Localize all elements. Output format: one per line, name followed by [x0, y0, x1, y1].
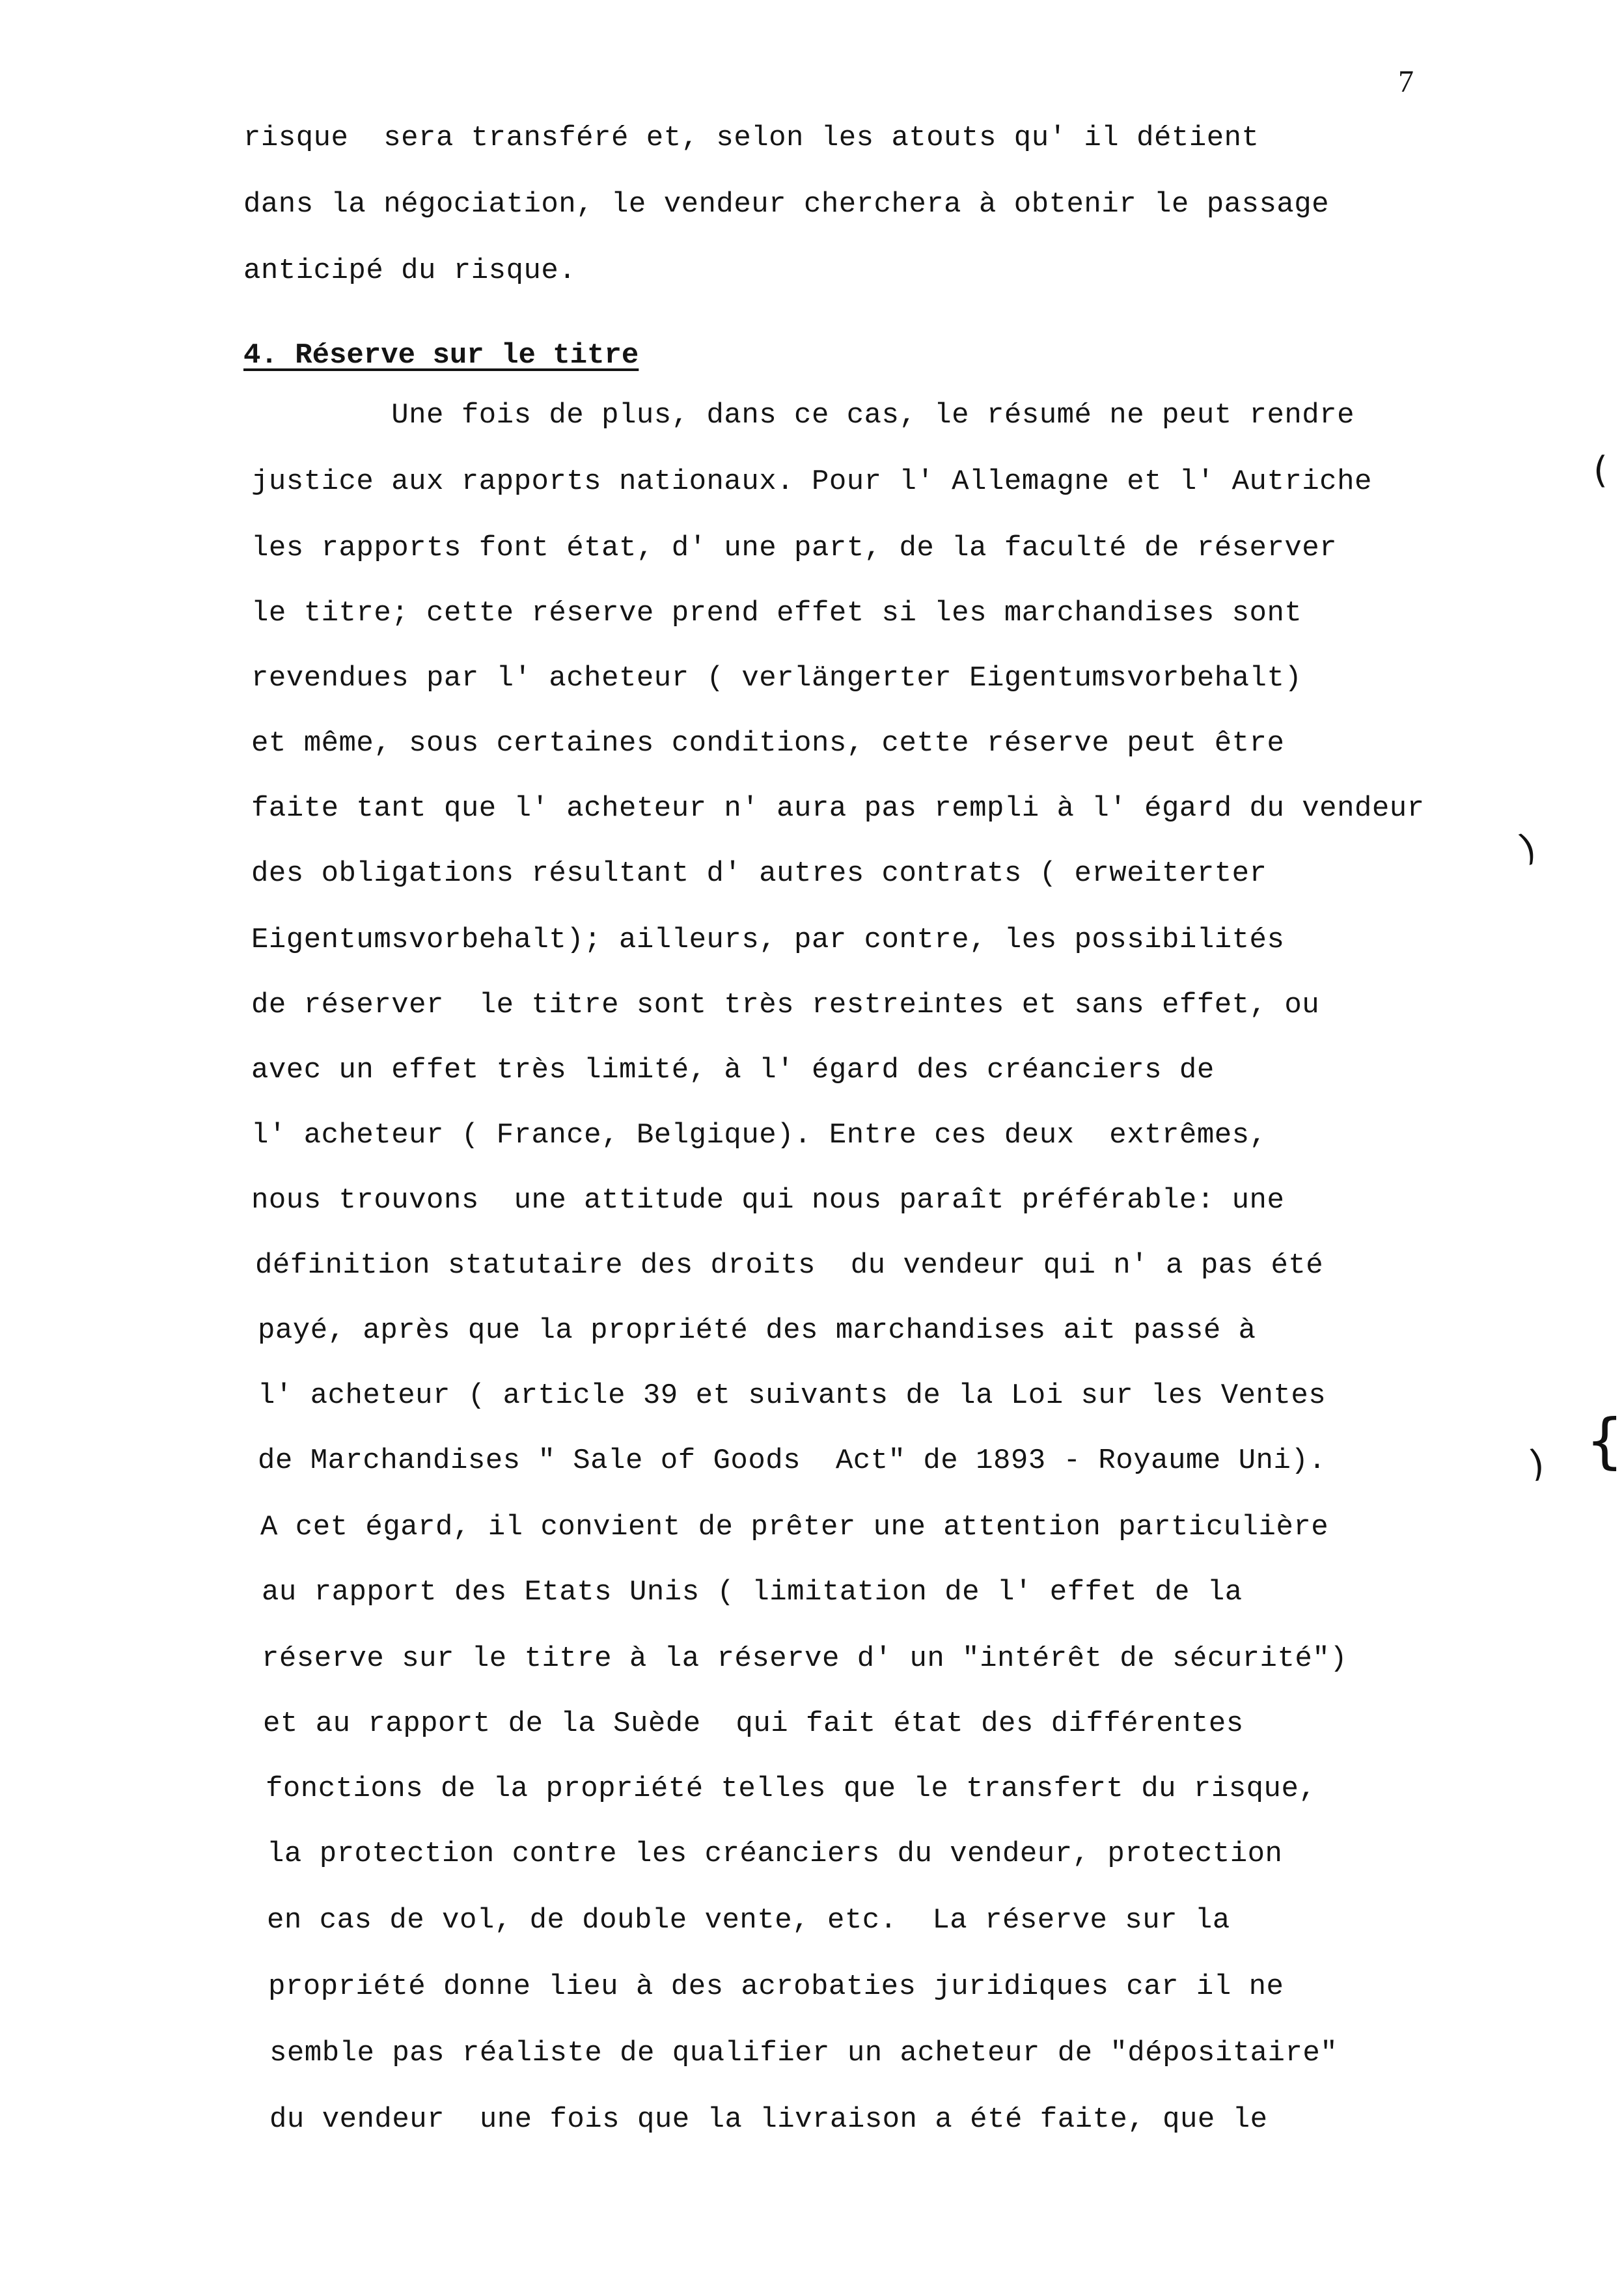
body-line: définition statutaire des droits du vendeur qui n' a pas été — [255, 1249, 1324, 1282]
body-line: payé, après que la propriété des marchandises ait passé à — [258, 1314, 1256, 1347]
body-line: justice aux rapports nationaux. Pour l' Allemagne et l' Autriche — [251, 465, 1372, 498]
body-line: l' acheteur ( France, Belgique). Entre ces deux extrêmes, — [251, 1119, 1267, 1152]
body-line: revendues par l' acheteur ( verlängerter Eigentumsvorbehalt) — [251, 662, 1302, 695]
body-line: en cas de vol, de double vente, etc. La réserve sur la — [267, 1904, 1230, 1937]
margin-curve-mark: ) — [1513, 825, 1542, 870]
body-line: et même, sous certaines conditions, cette réserve peut être — [251, 727, 1285, 760]
body-line: au rapport des Etats Unis ( limitation de l' effet de la — [262, 1576, 1243, 1609]
body-line: l' acheteur ( article 39 et suivants de la Loi sur les Ventes — [258, 1379, 1327, 1412]
body-line: les rapports font état, d' une part, de la faculté de réserver — [251, 532, 1338, 564]
body-line: A cet égard, il convient de prêter une attention particulière — [260, 1511, 1329, 1543]
body-line: fonctions de la propriété telles que le transfert du risque, — [266, 1773, 1317, 1805]
body-line: des obligations résultant d' autres contrats ( erweiterter — [251, 857, 1267, 890]
page-number: 7 — [1398, 64, 1414, 99]
body-line: faite tant que l' acheteur n' aura pas rempli à l' égard du vendeur — [251, 792, 1425, 825]
body-line: nous trouvons une attitude qui nous paraît préférable: une — [251, 1184, 1285, 1217]
body-line: la protection contre les créanciers du vendeur, protection — [267, 1838, 1283, 1870]
intro-line-3: anticipé du risque. — [243, 255, 577, 287]
body-line: et au rapport de la Suède qui fait état des différentes — [263, 1707, 1244, 1740]
margin-bracket-mark: { — [1586, 1406, 1624, 1476]
body-line: du vendeur une fois que la livraison a été faite, que le — [269, 2103, 1268, 2136]
body-line: avec un effet très limité, à l' égard des créanciers de — [251, 1054, 1215, 1086]
body-line: de Marchandises " Sale of Goods Act" de 1893 - Royaume Uni). — [258, 1445, 1327, 1477]
body-line: Eigentumsvorbehalt); ailleurs, par contre, les possibilités — [251, 924, 1285, 956]
body-line: propriété donne lieu à des acrobaties juridiques car il ne — [268, 1970, 1284, 2003]
body-line: le titre; cette réserve prend effet si les marchandises sont — [251, 597, 1302, 629]
section-heading: 4. Réserve sur le titre — [243, 339, 639, 372]
body-line: Une fois de plus, dans ce cas, le résumé ne peut rendre — [251, 399, 1355, 432]
intro-line-2: dans la négociation, le vendeur cherchera à obtenir le passage — [243, 188, 1330, 221]
body-line: semble pas réaliste de qualifier un acheteur de "dépositaire" — [269, 2037, 1338, 2069]
margin-bracket-mark: ( — [1593, 449, 1608, 491]
intro-line-1: risque sera transféré et, selon les atouts qu' il détient — [243, 122, 1259, 154]
body-line: de réserver le titre sont très restreintes et sans effet, ou — [251, 989, 1320, 1021]
body-line: réserve sur le titre à la réserve d' un "intérêt de sécurité") — [262, 1642, 1348, 1675]
margin-curve-mark: ) — [1526, 1441, 1548, 1486]
